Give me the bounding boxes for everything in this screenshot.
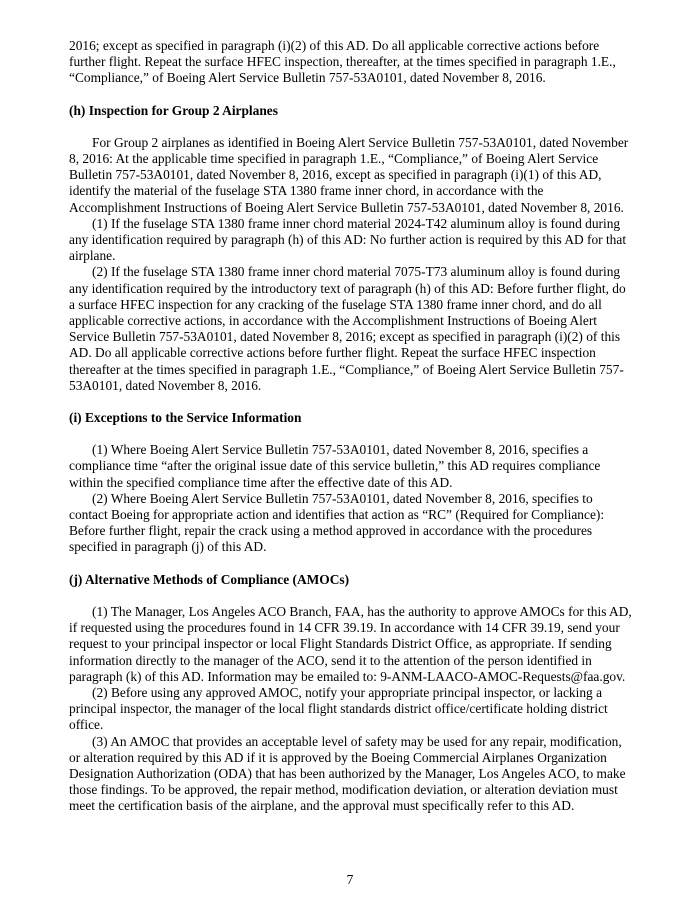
section-i-paragraph-2: (2) Where Boeing Alert Service Bulletin 757-53A0101, dated November 8, 2016, specifies to contact Boeing for appropriate action and identifies that action as “RC” (Required for Compliance): Before further flight, repair the crack using a method approved in accordance with the procedures specified in paragraph (j) of this AD. bbox=[69, 490, 605, 555]
section-h-heading: (h) Inspection for Group 2 Airplanes bbox=[69, 102, 278, 118]
section-h-intro: For Group 2 airplanes as identified in Boeing Alert Service Bulletin 757-53A0101, dated November 8, 2016: At the applicable time specified in paragraph 1.E., “Compliance,” of Boeing Alert Service Bulletin 757-53A0101, dated November 8, 2016, except as specified in paragraph (i)(1) of this AD, identify the material of the fuselage STA 1380 frame inner chord, in accordance with the Accomplishment Instructions of Boeing Alert Service Bulletin 757-53A0101, dated November 8, 2016. bbox=[69, 134, 629, 215]
continuation-paragraph: 2016; except as specified in paragraph (i)(2) of this AD. Do all applicable corrective actions before further flight. Repeat the surface HFEC inspection, thereafter, at the times specified in paragraph 1.E., “Compliance,” of Boeing Alert Service Bulletin 757-53A0101, dated November 8, 2016. bbox=[69, 38, 616, 86]
page-number: 7 bbox=[346, 872, 354, 887]
section-h-paragraph-1: (1) If the fuselage STA 1380 frame inner chord material 2024-T42 aluminum alloy is found during any identification required by paragraph (h) of this AD: No further action is required by this AD for that airplane. bbox=[69, 215, 627, 264]
section-i-paragraph-1: (1) Where Boeing Alert Service Bulletin 757-53A0101, dated November 8, 2016, specifies a compliance time “after the original issue date of this service bulletin,” this AD requires compliance within the specified compliance time after the effective date of this AD. bbox=[69, 442, 601, 490]
section-j-paragraph-1: (1) The Manager, Los Angeles ACO Branch, FAA, has the authority to approve AMOCs for this AD, if requested using the procedures found in 14 CFR 39.19. In accordance with 14 CFR 39.19, send your request to your principal inspector or local Flight Standards District Office, as appropriate. If sending information directly to the manager of the ACO, send it to the attention of the person identified in paragraph (k) of this AD. Information may be emailed to: 9-ANM-LAACO-AMOC-Requests@faa.gov. bbox=[69, 603, 632, 684]
section-h-paragraph-2: (2) If the fuselage STA 1380 frame inner chord material 7075-T73 aluminum alloy is found during any identification required by the introductory text of paragraph (h) of this AD: Before further flight, do a surface HFEC inspection for any cracking of the fuselage STA 1380 frame inner chord, and do all applicable corrective actions, in accordance with the Accomplishment Instructions of Boeing Alert Service Bulletin 757-53A0101, dated November 8, 2016; except as specified in paragraph (i)(2) of this AD. Do all applicable corrective actions before further flight. Repeat the surface HFEC inspection thereafter at the times specified in paragraph 1.E., “Compliance,” of Boeing Alert Service Bulletin 757-53A0101, dated November 8, 2016. bbox=[69, 264, 626, 393]
document-body bbox=[69, 38, 632, 815]
section-j-heading: (j) Alternative Methods of Compliance (AMOCs) bbox=[69, 571, 350, 587]
section-i-heading: (i) Exceptions to the Service Information bbox=[69, 410, 302, 426]
section-j-paragraph-2: (2) Before using any approved AMOC, notify your appropriate principal inspector, or lacking a principal inspector, the manager of the local flight standards district office/certificate holding district office. bbox=[69, 684, 608, 733]
section-j-paragraph-3: (3) An AMOC that provides an acceptable level of safety may be used for any repair, modification, or alteration required by this AD if it is approved by the Boeing Commercial Airplanes Organization Designation Authorization (ODA) that has been authorized by the Manager, Los Angeles ACO, to make those findings. To be approved, the repair method, modification deviation, or alteration deviation must meet the certification basis of the airplane, and the approval must specifically refer to this AD. bbox=[69, 733, 626, 814]
